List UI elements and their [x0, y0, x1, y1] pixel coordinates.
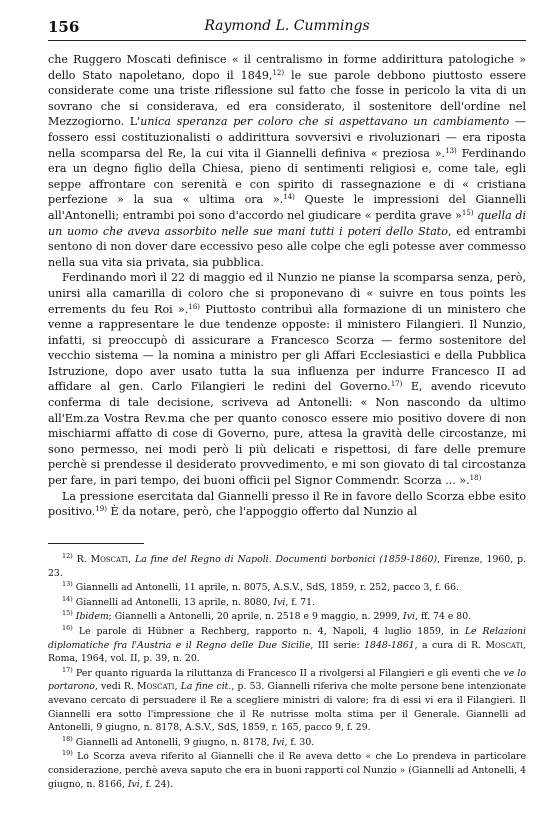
footnote-ref: 17) [390, 380, 403, 389]
footnote: $^{13)}$ Giannelli ad Antonelli, 11 aprile, n. 8075, A.S.V., SdS, 1859, r. 252, pacco 3, f. 66. [62, 580, 459, 594]
body-paragraph: Ferdinando morì il 22 di maggio ed il Nunzio ne pianse la scomparsa senza, però, unirsi alla camarilla di coloro che si proponevano di « suivre en tous points les errements du feu Roi ».$^{16)}$ Piuttosto contribuì alla formazione di un ministero che venne a rappresentare le due tendenze opposte: il ministero Filangieri. Il Nunzio, infatti, si preoccupò di assicurare a Francesco Scorza — fermo sostenitore del vecchio sistema — la nomina a ministro per gli Affari Ecclesiastici e della Pubblica Istruzione, dopo aver usato tutta la sua influenza per indurre Francesco II ad affidare al gen. Carlo Filangieri le redini del Governo.$^{17)}$ E, avendo ricevuto conferma di tale decisione, scriveva ad Antonelli: « Non nascondo da ultimo all'Em.za Vostra Rev.ma che per quanto conosco essere mio positivo dovere di non mischiarmi affatto di cose di Governo, pure, attesa la gravità delle circostanze, mi sono permesso, nei modi però li più delicati e rispettosi, di fare delle premure perchè si prendesse il desiderato provvedimento, e mi son giovato di tal circostanza per fare, in pari tempo, dei buoni officii pel Signor Commendr. Scorza ... ».$^{18)}$ [48, 271, 526, 488]
footnote-ref: 19) [95, 505, 107, 514]
main-text [48, 52, 526, 520]
body-paragraph: La pressione esercitata dal Giannelli presso il Re in favore dello Scorza ebbe esito positivo.$^{19)}$ È da notare, però, che l'appoggio offerto dal Nunzio al [48, 489, 526, 519]
footnote-ref: 18) [469, 474, 482, 483]
footnote: $^{12)}$ R. Moscati, La fine del Regno di Napoli. Documenti borbonici (1859-1860), Firenze, 1960, p. 23. [48, 552, 526, 579]
footnote: $^{14)}$ Giannelli ad Antonelli, 13 aprile, n. 8080, Ivi, f. 71. [62, 594, 316, 608]
footnote-ref: 12) [272, 68, 285, 77]
book-title: La fine cit. [180, 681, 232, 693]
footnote: $^{19)}$ Lo Scorza aveva riferito al Giannelli che il Re aveva detto « che Lo prendeva in particolare considerazione, perchè aveva saputo che era in buoni rapporti col Nunzio » (Giannelli ad Antonelli, 4 giugno, n. 8166, Ivi, f. 24). [48, 749, 526, 790]
footnote-number: 14) [62, 594, 73, 603]
author-name: Moscati [137, 681, 175, 693]
footnote-number: 12) [62, 552, 73, 560]
footnote-ref: 13) [445, 146, 457, 155]
footnotes [48, 553, 526, 792]
footnote-ref: 15) [461, 208, 474, 217]
emphasis-text: quella di un uomo che aveva assorbito nelle sue mani tutti i poteri dello Stato [48, 208, 526, 238]
footnote-number: 15) [62, 609, 73, 618]
emphasis-text: unica speranza per coloro che si aspettavano un cambiamento [140, 115, 510, 129]
footnote-number: 19) [62, 749, 73, 758]
footnote-rule [48, 543, 144, 544]
footnote-number: 18) [62, 734, 73, 743]
author-name: Moscati [485, 639, 524, 651]
running-head: Raymond L. Cummings [204, 18, 370, 34]
book-title: La fine del Regno di Napoli. Documenti borbonici (1859-1860) [135, 554, 438, 565]
footnote: $^{16)}$ Le parole di Hübner a Rechberg, rapporto n. 4, Napoli, 4 luglio 1859, in Le Relazioni diplomatiche fra l'Austria e il Regno delle Due Sicilie, III serie: 1848-1861, a cura di R. Moscati, Roma, 1964, vol. II, p. 39, n. 20. [48, 623, 527, 665]
body-paragraph: che Ruggero Moscati definisce « il centralismo in forme addirittura patologiche » dello Stato napoletano, dopo il 1849,$^{12)}$ le sue parole debbono piuttosto essere considerate come una triste riflessione sul fatto che fosse in pericolo la vita di un sovrano che si considerava, ed era considerato, il sostenitore dell'ordine nel Mezzogiorno. L'unica speranza per coloro che si aspettavano un cambiamento — fossero essi costituzionalisti o addirittura sovversivi e rivoluzionari — era riposta nella scomparsa del Re, la cui vita il Giannelli definiva « preziosa ».$^{13)}$ Ferdinando era un degno figlio della Chiesa, pieno di sentimenti religiosi e, come tale, egli seppe affrontare con serenità e con spirito di rassegnazione e di « cristiana perfezione » la sua « ultima ora ».$^{14)}$ Queste le impressioni del Giannelli all'Antonelli; entrambi poi sono d'accordo nel giudicare « perdita grave »$^{15)}$ quella di un uomo che aveva assorbito nelle sue mani tutti i poteri dello Stato, ed entrambi sentono di non dover dare eccessivo peso alle colpe che egli potesse aver commesso nella sua vita sia privata, sia pubblica. [48, 53, 527, 269]
footnote: $^{17)}$ Per quanto riguarda la riluttanza di Francesco II a rivolgersi al Filangieri e gli eventi che ve lo portarono, vedi R. Moscati, La fine cit., p. 53. Giannelli riferiva che molte persone bene intenzionate avevano cercato di persuadere il Re a scegliere ministri di valore; fra di essi vi era il Filangieri. Il Giannelli era sotto l'impressione che il Re nutrisse molta stima per il Generale. Giannelli ad Antonelli, 9 giugno, n. 8178, A.S.V., SdS, 1859, r. 165, pacco 9, f. 29. [48, 665, 526, 734]
page-header [48, 18, 526, 41]
footnote-number: 17) [62, 665, 73, 674]
book-title: Le Relazioni diplomatiche fra l'Austria e il Regno delle Due Sicilie [48, 625, 526, 651]
footnote-ref: 14) [283, 193, 295, 202]
page-number: 156 [48, 18, 80, 36]
footnote: $^{18)}$ Giannelli ad Antonelli, 9 giugno, n. 8178, Ivi, f. 30. [62, 734, 315, 748]
footnote-number: 16) [62, 623, 73, 632]
footnote: $^{15)}$ Ibidem; Giannelli a Antonelli, 20 aprile, n. 2518 e 9 maggio, n. 2999, Ivi, ff. 74 e 80. [62, 609, 472, 623]
footnote-ref: 16) [188, 302, 201, 311]
footnote-number: 13) [62, 580, 73, 589]
author-name: Moscati [90, 554, 129, 565]
